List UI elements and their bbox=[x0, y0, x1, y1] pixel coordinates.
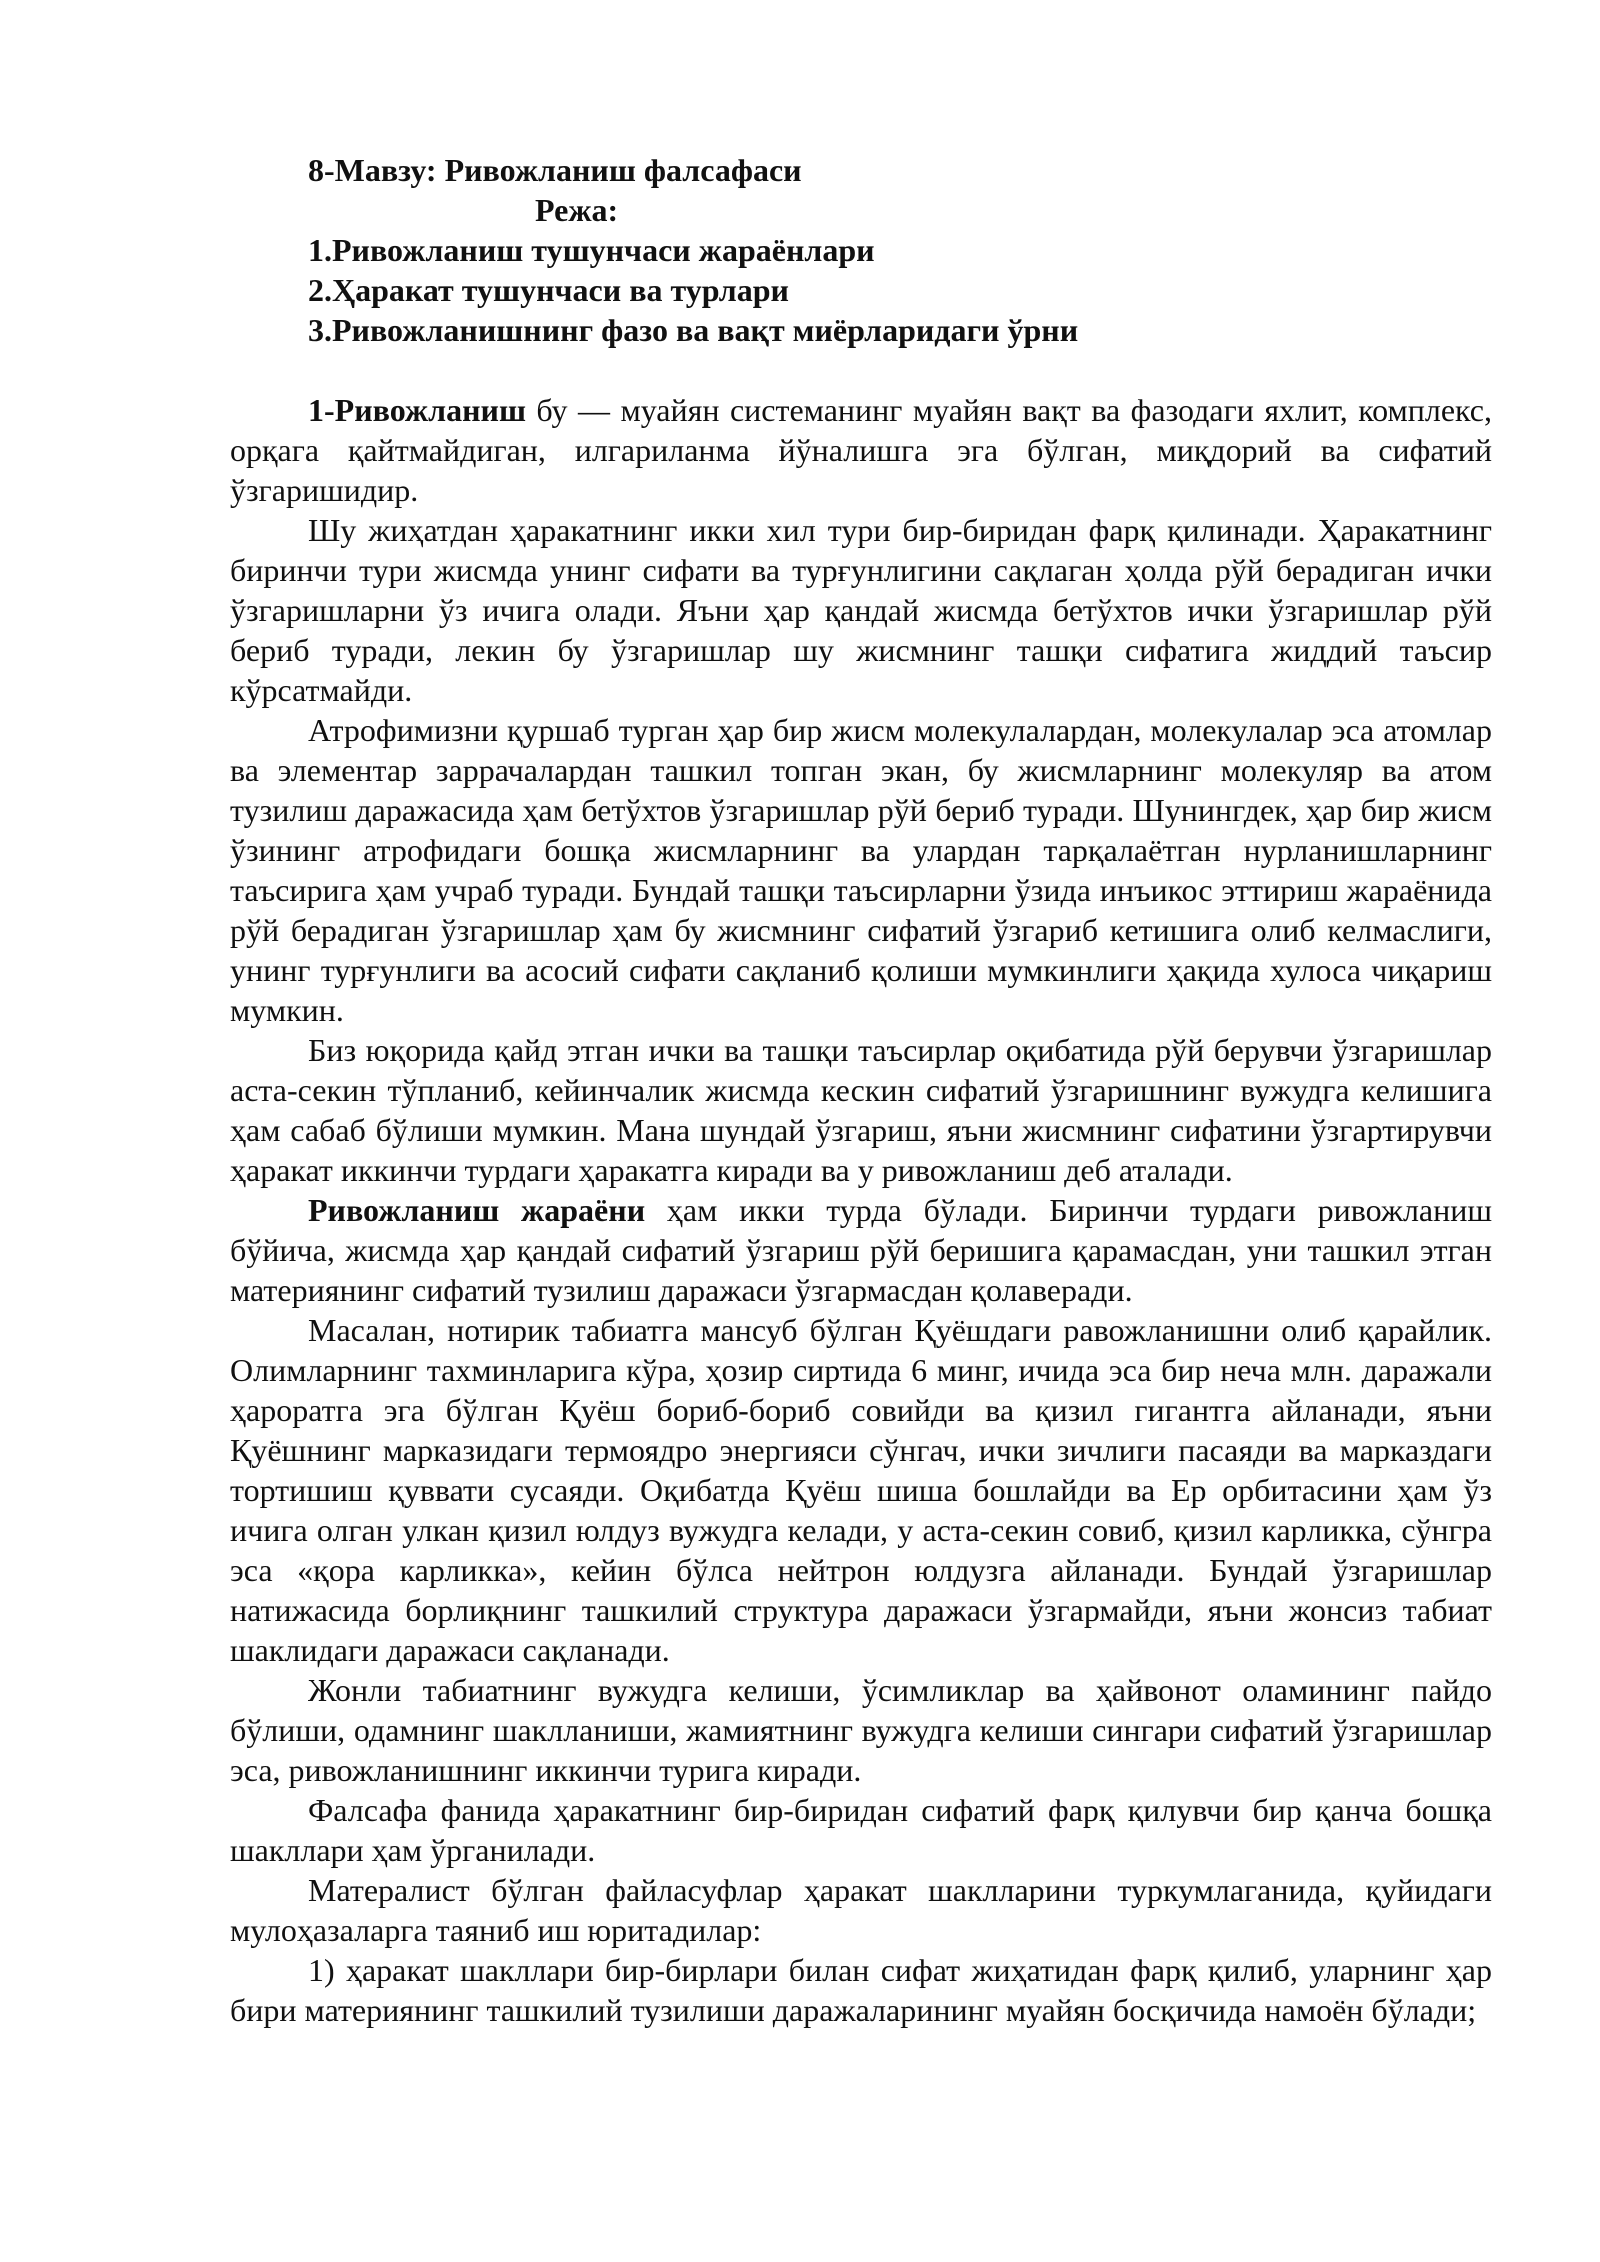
paragraph-3: Атрофимизни қуршаб турган ҳар бир жисм молекулалардан, молекулалар эса атомлар ва элементар заррачалардан ташкил топган экан, бу жисмларнинг молекуляр ва атом тузилиш даражасида ҳам бетўхтов ўзгаришлар рўй бериб туради. Шунингдек, ҳар бир жисм ўзининг атрофидаги бошқа жисмларнинг ва улардан тарқалаётган нурланишларнинг таъсирига ҳам учраб туради. Бундай ташқи таъсирларни ўзида инъикос эттириш жараёнида рўй берадиган ўзгаришлар ҳам бу жисмнинг сифатий ўзгариб кетишига олиб келмаслиги, унинг турғунлиги ва асосий сифати сақланиб қолиши мумкинлиги ҳақида хулоса чиқариш мумкин. bbox=[230, 712, 1492, 1028]
paragraph-6: Масалан, нотирик табиатга мансуб бўлган Қуёшдаги равожланишни олиб қарайлик. Олимларнинг тахминларига кўра, ҳозир сиртида 6 минг, ичида эса бир неча млн. даражали ҳароратга эга бўлган Қуёш бориб-бориб совийди ва қизил гигантга айланади, яъни Қуёшнинг марказидаги термоядро энергияси сўнгач, ички зичлиги пасаяди ва марказдаги тортишиш қуввати сусаяди. Оқибатда Қуёш шиша бошлайди ва Ер орбитасини ҳам ўз ичига олган улкан қизил юлдуз вужудга келади, у аста-секин совиб, қизил карликка, сўнгра эса «қора карликка», кейин бўлса нейтрон юлдузга айланади. Бундай ўзгаришлар натижасида борлиқнинг ташкилий структура даражаси ўзгармайди, яъни жонсиз табиат шаклидаги даражаси сақланади. bbox=[230, 1312, 1492, 1668]
plan-item-2: 2.Ҳаракат тушунчаси ва турлари bbox=[308, 272, 789, 308]
paragraph-5-lead: Ривожланиш жараёни bbox=[308, 1192, 646, 1228]
section-spacer bbox=[230, 350, 1492, 390]
plan-item-3: 3.Ривожланишнинг фазо ва вақт миёрларидаги ўрни bbox=[308, 312, 1079, 348]
plan-item-1: 1.Ривожланиш тушунчаси жараёнлари bbox=[308, 232, 875, 268]
document-header bbox=[230, 150, 1492, 350]
paragraph-5-text: ҳам икки турда бўлади. Биринчи турдаги ривожланиш бўйича, жисмда ҳар қандай сифатий ўзгариш рўй беришига қарамасдан, уни ташкил этган материянинг сифатий тузилиш даражаси ўзгармасдан қолаверади. bbox=[230, 1192, 1493, 1308]
paragraph-1 bbox=[230, 390, 1492, 510]
paragraph-1-text: бу — муайян системанинг муайян вақт ва фазодаги яхлит, комплекс, орқага қайтмайдиган, илгариланма йўналишга эга бўлган, миқдорий ва сифатий ўзгаришидир. bbox=[230, 392, 1492, 508]
paragraph-8: Фалсафа фанида ҳаракатнинг бир-биридан сифатий фарқ қилувчи бир қанча бошқа шакллари ҳам ўрганилади. bbox=[230, 1792, 1492, 1868]
paragraph-1-lead: 1-Ривожланиш bbox=[308, 392, 526, 428]
paragraph-10: 1) ҳаракат шакллари бир-бирлари билан сифат жиҳатидан фарқ қилиб, уларнинг ҳар бири материянинг ташкилий тузилиши даражаларининг муайян босқичида намоён бўлади; bbox=[230, 1952, 1492, 2028]
paragraph-5 bbox=[230, 1190, 1492, 1310]
paragraph-4: Биз юқорида қайд этган ички ва ташқи таъсирлар оқибатида рўй берувчи ўзгаришлар аста-секин тўпланиб, кейинчалик жисмда кескин сифатий ўзгаришнинг вужудга келишига ҳам сабаб бўлиши мумкин. Мана шундай ўзгариш, яъни жисмнинг сифатини ўзгартирувчи ҳаракат иккинчи турдаги ҳаракатга киради ва у ривожланиш деб аталади. bbox=[230, 1032, 1492, 1188]
document-page bbox=[230, 150, 1492, 2030]
document-body bbox=[230, 390, 1492, 2030]
paragraph-2: Шу жиҳатдан ҳаракатнинг икки хил тури бир-биридан фарқ қилинади. Ҳаракатнинг биринчи тури жисмда унинг сифати ва турғунлигини сақлаган ҳолда рўй берадиган ички ўзгаришларни ўз ичига олади. Яъни ҳар қандай жисмда бетўхтов ички ўзгаришлар рўй бериб туради, лекин бу ўзгаришлар шу жисмнинг ташқи сифатига жиддий таъсир кўрсатмайди. bbox=[230, 512, 1492, 708]
paragraph-9: Матералист бўлган файласуфлар ҳаракат шаклларини туркумлаганида, қуйидаги мулоҳазаларга таяниб иш юритадилар: bbox=[230, 1872, 1492, 1948]
topic-title: 8-Мавзу: Ривожланиш фалсафаси bbox=[308, 152, 802, 188]
plan-label: Режа: bbox=[535, 192, 619, 228]
paragraph-7: Жонли табиатнинг вужудга келиши, ўсимликлар ва ҳайвонот оламининг пайдо бўлиши, одамнинг шаклланиши, жамиятнинг вужудга келиши сингари сифатий ўзгаришлар эса, ривожланишнинг иккинчи турига киради. bbox=[230, 1672, 1492, 1788]
